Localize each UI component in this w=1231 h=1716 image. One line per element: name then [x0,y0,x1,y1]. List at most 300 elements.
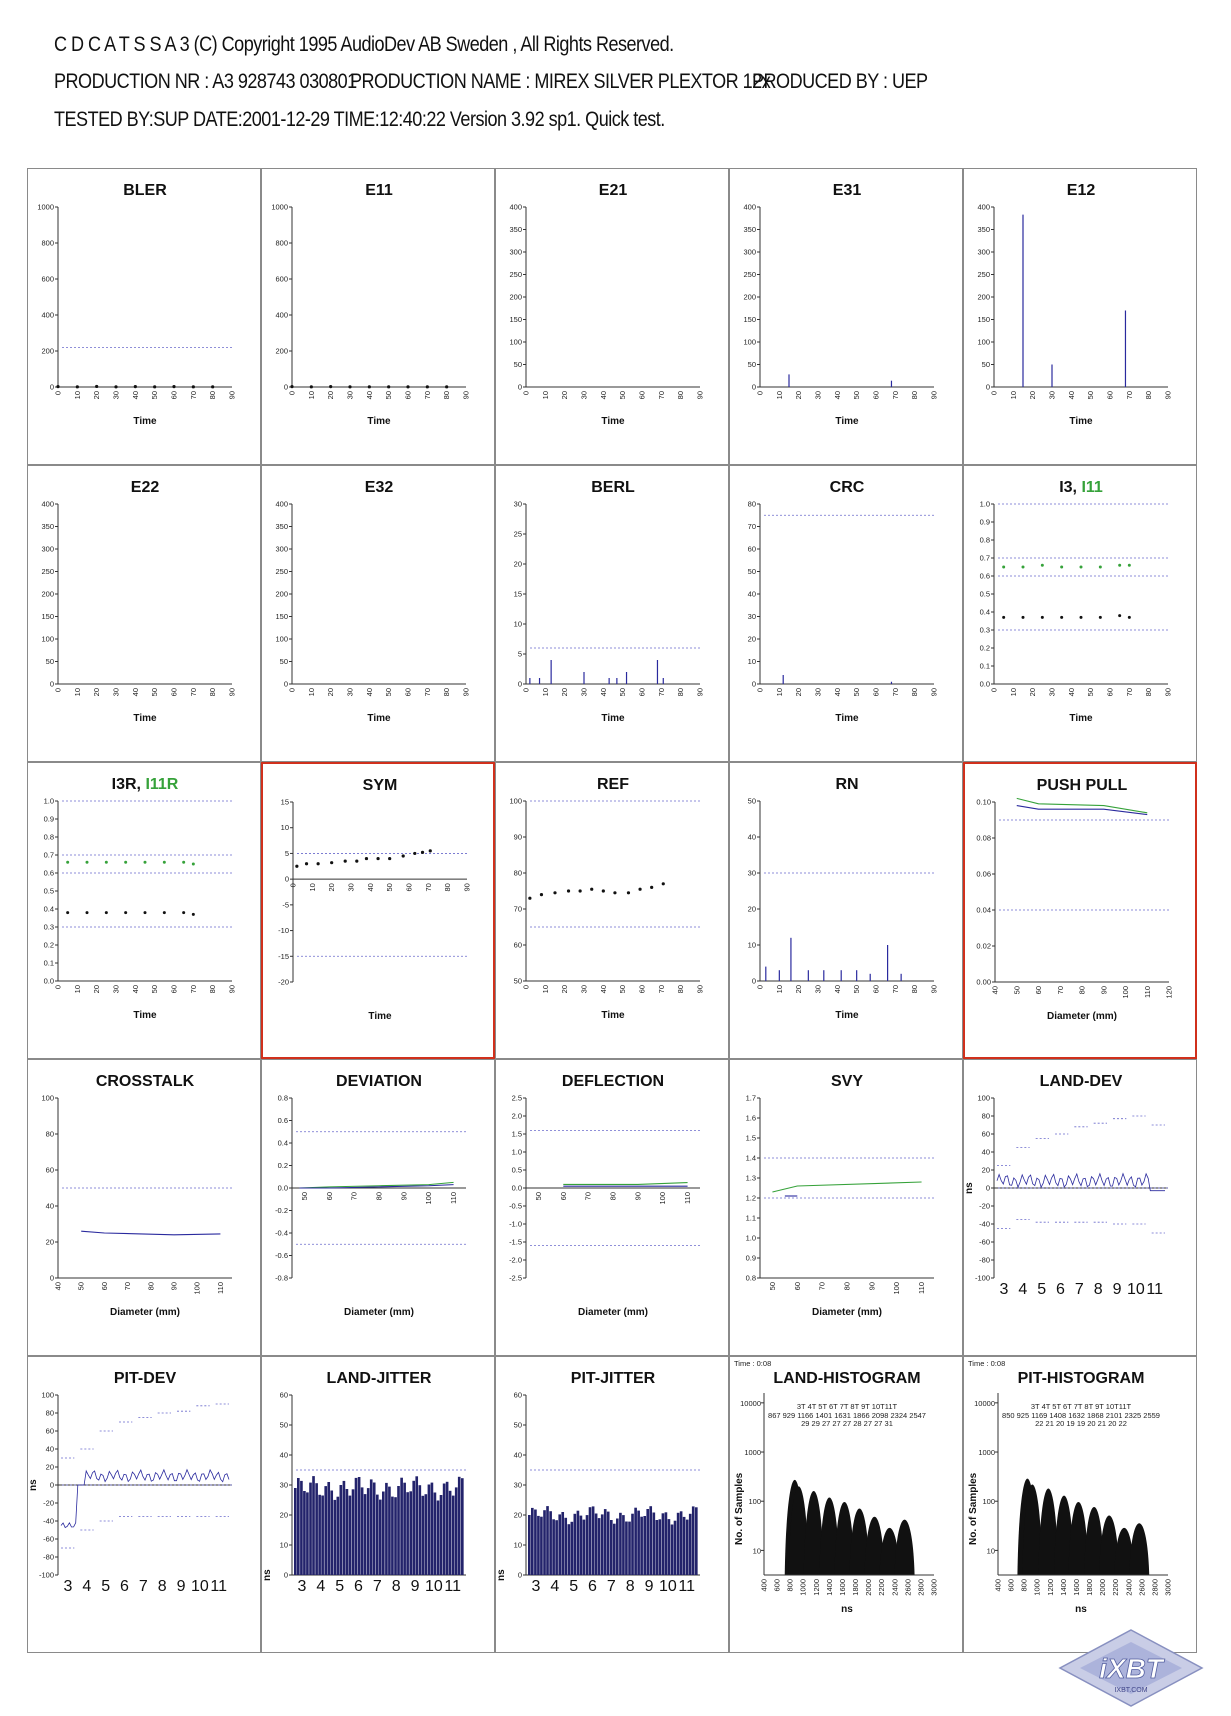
y-tick-label: 250 [743,270,756,279]
jitter-bar [376,1495,379,1575]
x-tick-label: 70 [422,688,432,697]
x-tick-label: 70 [123,1282,133,1291]
y-tick-label: 20 [747,634,756,644]
y-tick-label: 250 [275,567,288,576]
x-tick-label: 50 [1086,391,1096,400]
x-tick-label: 70 [890,688,900,697]
y-tick-label: 0 [751,679,756,689]
x-tick-label: 50 [385,883,395,892]
y-tick-label: 5 [517,649,522,659]
chart-svg-deviation [262,1060,496,1357]
data-point [406,385,409,388]
x-tick-label: 30 [345,688,355,697]
y-tick-label: 10 [513,619,522,629]
x-tick-label: 2400 [1124,1579,1134,1596]
chart-panel-deflection [495,1059,729,1356]
x-axis-label: Diameter (mm) [343,1307,415,1318]
data-point [124,911,127,914]
jitter-bar [455,1487,458,1575]
jitter-bar [677,1513,680,1575]
x-tick-label: 2000 [864,1579,874,1596]
x-tick-label: 100 [1121,986,1130,999]
jitter-bar [692,1506,695,1575]
x-tick-label: 30 [579,391,589,400]
y-tick-label: -1.0 [509,1219,522,1229]
x-run-label: 4 [1018,1281,1028,1298]
y-tick-label: 1.0 [511,1147,522,1157]
x-tick-label: 80 [910,391,920,400]
x-run-label: 10 [1126,1281,1145,1298]
x-tick-label: 1000 [1032,1579,1042,1596]
y-tick-label: 100 [275,634,288,644]
y-tick-label: 60 [513,940,522,950]
y-tick-label: 1.2 [745,1193,756,1203]
y-tick-label: 350 [275,522,288,531]
y-tick-label: 800 [275,238,288,248]
jitter-bar [583,1520,586,1575]
y-tick-label: 350 [509,225,522,234]
chart-panel-e21 [495,168,729,465]
y-tick-label: 300 [977,247,990,257]
chart-panel-i3 [963,465,1197,762]
y-tick-label: 0.0 [277,1183,288,1193]
y-tick-label: 400 [509,202,522,212]
x-tick-label: 60 [404,883,414,892]
x-tick-label: 30 [111,391,121,400]
y-tick-label: -0.4 [275,1228,288,1238]
jitter-bar [613,1524,616,1575]
x-tick-label: 80 [443,883,453,892]
jitter-bar [598,1518,601,1575]
y-tick-label: 0.8 [979,535,990,545]
chart-panel-pithist [963,1356,1197,1653]
y-tick-label: 0 [517,382,522,392]
data-point [1002,616,1005,619]
y-tick-label: 15 [513,589,522,599]
data-point [86,861,89,864]
x-tick-label: 30 [579,688,589,697]
y-tick-label: 20 [747,904,756,914]
y-tick-label: 300 [41,544,54,554]
jitter-bar [315,1483,318,1575]
x-run-label: 11 [444,1578,462,1595]
x-tick-label: 20 [560,688,570,697]
x-tick-label: 90 [169,1282,179,1291]
y-tick-label: 150 [743,315,756,324]
jitter-bar [619,1513,622,1575]
chart-title: DEVIATION [336,1073,422,1090]
data-point [163,861,166,864]
y-tick-label: -40 [979,1219,990,1229]
x-tick-label: 30 [345,391,355,400]
x-run-label: 4 [550,1578,560,1595]
data-point [134,385,137,388]
x-tick-label: 60 [169,688,179,697]
data-point [355,860,358,863]
y-tick-label: 100 [509,337,522,347]
watermark-sub: IXBT.COM [1114,1687,1148,1694]
y-tick-label: 10 [986,1546,995,1556]
chart-title: CRC [829,479,865,496]
jitter-bar [400,1478,403,1575]
y-tick-label: 0.9 [979,517,990,527]
histogram-run-means: 850 925 1169 1408 1632 1868 2101 2325 2559 [1002,1411,1160,1420]
production-name: PRODUCTION NAME : MIREX SILVER PLEXTOR 12x [350,70,771,93]
y-tick-label: -60 [43,1534,54,1544]
jitter-bar [349,1496,352,1575]
jitter-bar [364,1494,367,1575]
x-tick-label: 60 [871,688,881,697]
chart-svg-pushpull [965,764,1199,1061]
data-point [211,385,214,388]
x-tick-label: 90 [633,1192,643,1201]
x-tick-label: 1800 [1085,1579,1095,1596]
chart-title: LAND-HISTOGRAM [773,1370,921,1387]
y-tick-label: 0.7 [979,553,990,563]
data-point [1128,616,1131,619]
y-tick-label: 1.0 [979,499,990,509]
data-point [1099,616,1102,619]
x-tick-label: 50 [618,985,628,994]
jitter-bar [406,1492,409,1575]
data-point [1060,566,1063,569]
chart-panel-bler [27,168,261,465]
data-point [1022,616,1025,619]
chart-panel-ref [495,762,729,1059]
y-tick-label: 20 [513,559,522,569]
x-tick-label: 50 [384,688,394,697]
y-tick-label: 5 [284,848,289,858]
data-point [1128,564,1131,567]
chart-svg-deflection [496,1060,730,1357]
y-tick-label: -80 [43,1552,54,1562]
chart-title: LAND-JITTER [326,1370,432,1387]
x-run-label: 9 [644,1578,654,1595]
data-point [402,854,405,857]
y-tick-label: -0.8 [275,1273,288,1283]
chart-title: LAND-DEV [1039,1073,1123,1090]
y-tick-label: -100 [38,1570,54,1580]
x-tick-label: 40 [130,391,140,400]
x-tick-label: 60 [871,391,881,400]
data-point [365,857,368,860]
x-run-label: 6 [120,1578,129,1595]
x-tick-label: 10 [1008,391,1018,400]
x-axis-label: Time [368,1011,392,1022]
x-tick-label: 50 [852,688,862,697]
x-run-label: 8 [157,1578,167,1595]
chart-panel-e12 [963,168,1197,465]
jitter-bar [631,1514,634,1575]
x-tick-label: 0 [288,883,298,888]
jitter-bar [537,1516,540,1575]
y-tick-label: 250 [977,270,990,279]
x-tick-label: 90 [462,883,472,892]
chart-panel-landdev [963,1059,1197,1356]
jitter-bar [680,1511,683,1575]
jitter-bar [534,1510,537,1576]
jitter-bar [528,1515,531,1575]
x-tick-label: 50 [618,391,628,400]
y-tick-label: 2.0 [511,1111,522,1121]
data-point [445,385,448,388]
jitter-bar [659,1519,662,1575]
jitter-bar [653,1513,656,1576]
y-tick-label: 30 [747,612,756,621]
y-tick-label: 400 [275,499,288,509]
y-tick-label: 150 [41,612,54,621]
x-tick-label: 0 [521,688,531,693]
jitter-bar [367,1488,370,1575]
chart-panel-e31 [729,168,963,465]
y-tick-label: 0.8 [277,1093,288,1103]
x-tick-label: 3000 [1163,1579,1173,1596]
chart-title: PIT-JITTER [570,1370,656,1387]
jitter-bar [394,1497,397,1575]
y-tick-label: 40 [279,1450,288,1460]
x-tick-label: 60 [637,688,647,697]
y-tick-label: 400 [41,310,54,320]
jitter-bar [568,1524,571,1575]
x-run-label: 7 [372,1578,382,1595]
x-tick-label: 2200 [877,1579,887,1596]
x-tick-label: 40 [832,688,842,697]
data-point [429,849,432,852]
data-point [1041,616,1044,619]
y-axis-label: ns [964,1182,975,1194]
x-tick-label: 50 [150,985,160,994]
x-tick-label: 20 [794,688,804,697]
jitter-bar [571,1522,574,1575]
x-tick-label: 10 [72,688,82,697]
x-tick-label: 10 [72,985,82,994]
x-tick-label: 20 [1028,688,1038,697]
y-tick-label: 1.0 [43,796,54,806]
chart-title-part: I3R, [111,776,146,793]
y-tick-label: 600 [275,274,288,284]
y-tick-label: 50 [981,360,990,369]
jitter-bar [318,1495,321,1575]
x-tick-label: 40 [1066,391,1076,400]
x-tick-label: 600 [1006,1579,1016,1592]
x-tick-label: 10 [540,391,550,400]
x-axis-label: Time [367,416,391,427]
x-tick-label: 70 [423,883,433,892]
chart-title-part: I3, [1059,479,1082,496]
y-tick-label: 1.5 [745,1133,756,1143]
y-tick-label: 0 [517,679,522,689]
histogram-run-means: 867 929 1166 1401 1631 1866 2098 2324 2547 [768,1411,926,1420]
x-tick-label: 100 [424,1192,434,1205]
x-run-label: 8 [625,1578,635,1595]
y-tick-label: 50 [45,657,54,666]
x-tick-label: 40 [130,985,140,994]
x-tick-label: 100 [192,1282,202,1295]
chart-panel-deviation [261,1059,495,1356]
y-tick-label: 20 [279,1510,288,1520]
chart-svg-berl [496,466,730,763]
x-tick-label: 20 [794,391,804,400]
chart-title-part-2: I11R [145,776,179,793]
y-tick-label: 10000 [740,1398,761,1408]
y-tick-label: 0.6 [277,1116,288,1125]
x-tick-label: 0 [287,688,297,693]
chart-panel-pitjitter [495,1356,729,1653]
y-tick-label: 80 [513,868,522,878]
x-run-label: 9 [176,1578,186,1595]
x-tick-label: 60 [1105,391,1115,400]
x-tick-label: 70 [188,688,198,697]
data-point [579,889,582,892]
y-tick-label: 0.6 [979,571,990,581]
y-tick-label: 0 [284,874,289,884]
data-point [95,385,98,388]
y-tick-label: -20 [979,1201,990,1211]
y-tick-label: 0.5 [43,886,54,896]
data-point [124,861,127,864]
y-tick-label: -20 [43,1498,54,1508]
x-tick-label: 400 [993,1579,1003,1592]
header-line-3: TESTED BY:SUP DATE:2001-12-29 TIME:12:40:22 Version 3.92 sp1. Quick test. [54,108,665,131]
x-tick-label: 1000 [798,1579,808,1596]
x-tick-label: 70 [890,391,900,400]
chart-svg-pithist [964,1357,1198,1654]
chart-title: E31 [832,182,862,199]
x-tick-label: 40 [364,688,374,697]
x-run-label: 8 [391,1578,401,1595]
x-tick-label: 50 [1086,688,1096,697]
y-tick-label: 0.4 [277,1138,288,1148]
x-tick-label: 20 [1028,391,1038,400]
x-run-label: 5 [335,1578,345,1595]
y-tick-label: 80 [45,1408,54,1418]
chart-svg-landhist [730,1357,964,1654]
data-point [413,852,416,855]
data-point [638,888,641,891]
chart-svg-pitjitter [496,1357,730,1654]
x-run-label: 7 [138,1578,148,1595]
chart-title: RN [835,776,859,793]
jitter-bar [419,1485,422,1575]
y-tick-label: 20 [45,1237,54,1247]
x-tick-label: 30 [111,688,121,697]
x-tick-label: 90 [929,985,939,994]
jitter-bar [434,1493,437,1576]
y-tick-label: 0.8 [43,832,54,842]
chart-panel-rn [729,762,963,1059]
data-point [1118,614,1121,617]
x-tick-label: 80 [676,391,686,400]
x-tick-label: 40 [598,688,608,697]
x-tick-label: 70 [1124,391,1134,400]
chart-title: PUSH PULL [1036,777,1128,794]
x-tick-label: 1400 [824,1579,834,1596]
jitter-bar [373,1483,376,1576]
data-point [66,861,69,864]
data-point [1002,566,1005,569]
y-tick-label: 10 [747,657,756,666]
jitter-bar [607,1512,610,1575]
chart-panel-e32 [261,465,495,762]
jitter-bar [452,1496,455,1575]
x-tick-label: 60 [169,391,179,400]
y-tick-label: 40 [747,589,756,599]
chart-svg-e21 [496,169,730,466]
x-tick-label: 0 [989,688,999,693]
x-tick-label: 60 [99,1282,109,1291]
jitter-bar [646,1509,649,1575]
x-tick-label: 90 [461,391,471,400]
data-point [421,851,424,854]
y-tick-label: 40 [513,1450,522,1460]
y-tick-label: 100 [748,1497,761,1507]
x-tick-label: 50 [852,985,862,994]
x-tick-label: 30 [813,985,823,994]
chart-grid [27,168,1197,1653]
y-tick-label: 0.04 [976,905,991,915]
jitter-bar [303,1491,306,1575]
x-tick-label: 30 [813,688,823,697]
y-tick-label: 60 [279,1390,288,1400]
jitter-bar [637,1511,640,1575]
x-tick-label: 30 [813,391,823,400]
x-tick-label: 80 [910,985,920,994]
y-tick-label: 350 [977,225,990,234]
x-tick-label: 0 [53,985,63,990]
data-point [86,911,89,914]
chart-svg-landdev [964,1060,1198,1357]
jitter-bar [580,1516,583,1575]
jitter-bar [674,1521,677,1575]
jitter-bar [388,1487,391,1575]
y-tick-label: -40 [43,1516,54,1526]
y-axis-label: No. of Samples [734,1472,745,1545]
y-axis-label: ns [496,1569,507,1581]
jitter-bar [574,1514,577,1575]
y-tick-label: 40 [981,1147,990,1157]
y-tick-label: 100 [982,1497,995,1507]
chart-title: E22 [130,479,160,496]
jitter-bar [422,1496,425,1575]
x-tick-label: 60 [403,391,413,400]
x-tick-label: 2800 [1150,1579,1160,1596]
chart-svg-e11 [262,169,496,466]
chart-svg-landjitter [262,1357,496,1654]
x-tick-label: 50 [852,391,862,400]
jitter-bar [306,1492,309,1575]
y-tick-label: 1.7 [745,1093,756,1103]
x-tick-label: 90 [399,1192,409,1201]
y-tick-label: 150 [977,315,990,324]
data-point [192,863,195,866]
data-point [650,886,653,889]
data-point [1080,616,1083,619]
y-tick-label: 200 [743,292,756,302]
data-point [310,385,313,388]
jitter-bar [589,1507,592,1575]
y-tick-label: 50 [513,360,522,369]
y-tick-label: 0 [985,382,990,392]
chart-svg-e22 [28,466,262,763]
jitter-bar [595,1514,598,1576]
x-tick-label: 2600 [903,1579,913,1596]
x-tick-label: 90 [1163,391,1173,400]
x-tick-label: 2600 [1137,1579,1147,1596]
x-run-label: 8 [1093,1281,1103,1298]
x-run-label: 3 [297,1578,307,1595]
x-axis-label: Time [133,713,157,724]
jitter-bar [610,1520,613,1575]
